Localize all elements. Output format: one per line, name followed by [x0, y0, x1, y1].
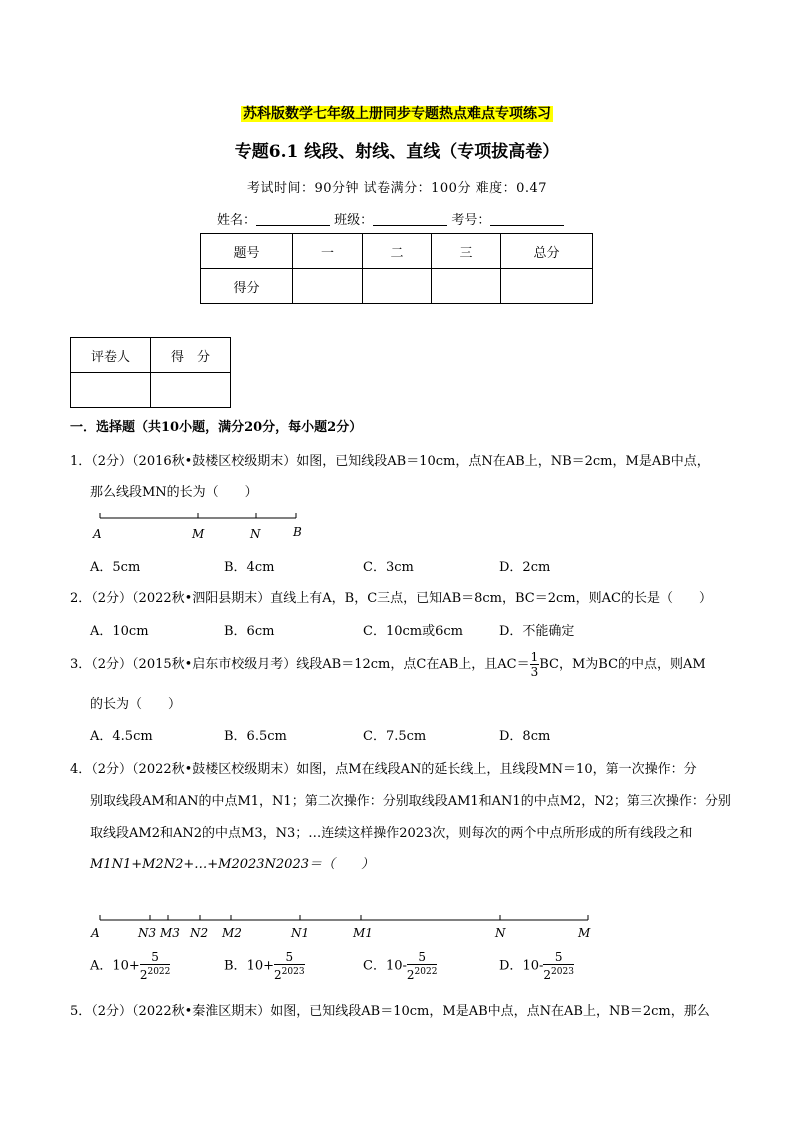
fraction [407, 950, 438, 982]
question-2-options [0, 620, 794, 638]
option-a[interactable] [90, 950, 170, 982]
fraction [530, 650, 540, 679]
question-4-figure [88, 912, 598, 942]
question-4-line1: 4．（2分）（2022秋•鼓楼区校级期末）如图，点M在线段AN的延长线上，且线段MN＝10，第一次操作：分 [70, 762, 697, 777]
power-base: 2 [274, 968, 282, 982]
series-title-text: 苏科版数学七年级上册同步专题热点难点专项练习 [243, 106, 551, 122]
point-label-m3: M3 [160, 926, 180, 940]
option-base: 10+ [246, 958, 274, 974]
point-label-n: N [250, 527, 261, 541]
point-label-a: A [91, 926, 100, 940]
name-label: 姓名： [217, 213, 257, 228]
option-c[interactable]: C．10cm或6cm [363, 624, 463, 639]
point-label-m2: M2 [222, 926, 242, 940]
score-cell: 一 [293, 234, 363, 269]
score-cell: 三 [432, 234, 501, 269]
question-4-line3: 取线段AM2和AN2的中点M3，N3；…连续这样操作2023次，则每次的两个中点所形成的所有线段之和 [90, 826, 693, 841]
score-cell: 题号 [201, 234, 293, 269]
question-1-options [0, 556, 794, 574]
number-field[interactable] [490, 212, 564, 226]
score-cell: 总分 [501, 234, 593, 269]
fraction-denominator [543, 965, 574, 982]
question-4-line2: 别取线段AM和AN的中点M1，N1；第二次操作：分别取线段AM1和AN1的中点M2，N2；第三次操作：分别 [90, 794, 731, 809]
point-label-n: N [495, 926, 506, 940]
score-table-score-row [201, 269, 593, 304]
power-exponent: 2023 [281, 967, 305, 977]
option-a[interactable]: A．5cm [90, 560, 141, 575]
score-table-header-row [201, 234, 593, 269]
score-input-cell[interactable] [501, 269, 593, 304]
option-letter: D． [499, 958, 523, 974]
power-exponent: 2022 [414, 967, 438, 977]
option-letter: C． [363, 958, 386, 974]
point-label-n2: N2 [190, 926, 209, 940]
section-heading: 一．选择题（共10小题，满分20分，每小题2分） [70, 420, 363, 435]
class-label: 班级： [334, 213, 374, 228]
power-base: 2 [139, 968, 148, 982]
question-3-pre: 3．（2分）（2015秋•启东市校级月考）线段AB＝12cm，点C在AB上，且AC＝ [70, 657, 530, 672]
score-table [200, 233, 593, 304]
point-label-m: M [578, 926, 591, 940]
question-3-options [0, 725, 794, 743]
student-info [217, 209, 564, 228]
series-title [0, 103, 794, 123]
question-4-line4: M1N1+M2N2+…+M2023N2023＝（ ） [90, 857, 374, 872]
option-a[interactable]: A．4.5cm [90, 729, 153, 744]
fraction [274, 950, 305, 982]
option-b[interactable]: B．6cm [224, 624, 275, 639]
point-label-m1: M1 [353, 926, 373, 940]
question-3-line1 [70, 650, 706, 679]
fraction [140, 950, 171, 982]
fraction-numerator: 5 [140, 950, 171, 965]
page-title: 专题6.1 线段、射线、直线（专项拔高卷） [234, 142, 560, 162]
fraction-denominator [274, 965, 305, 982]
score-input-cell[interactable] [363, 269, 432, 304]
grader-header: 得 分 [151, 338, 231, 373]
question-2-line1: 2．（2分）（2022秋•泗阳县期末）直线上有A，B，C三点，已知AB＝8cm，BC＝2cm，则AC的长是（ ） [70, 591, 712, 606]
grader-header: 评卷人 [71, 338, 151, 373]
point-label-n3: N3 [138, 926, 157, 940]
fraction-denominator [407, 965, 438, 982]
fraction [543, 950, 574, 982]
number-label: 考号： [451, 213, 491, 228]
power-base: 2 [543, 968, 552, 982]
question-1-line2: 那么线段MN的长为（ ） [90, 485, 258, 500]
fraction-denominator: 3 [530, 665, 539, 679]
fraction-numerator: 1 [530, 650, 539, 664]
question-1-line1: 1．（2分）（2016秋•鼓楼区校级期末）如图，已知线段AB＝10cm，点N在AB上，NB＝2cm，M是AB中点， [70, 454, 710, 469]
point-label-n1: N1 [291, 926, 310, 940]
power-base: 2 [406, 968, 415, 982]
point-label-b: B [293, 525, 302, 539]
fraction-denominator [140, 965, 171, 982]
point-label-m: M [192, 527, 205, 541]
option-d[interactable] [499, 950, 574, 982]
question-3-post: BC，M为BC的中点，则AM [539, 657, 706, 672]
question-4-options [0, 950, 794, 986]
score-cell: 得分 [201, 269, 293, 304]
name-field[interactable] [256, 212, 330, 226]
option-c[interactable]: C．3cm [363, 560, 414, 575]
fraction-numerator: 5 [543, 950, 574, 965]
option-d[interactable]: D．8cm [499, 729, 551, 744]
option-base: 10- [385, 958, 407, 974]
option-c[interactable] [363, 950, 437, 982]
score-input-cell[interactable] [432, 269, 501, 304]
point-label-a: A [93, 527, 102, 541]
grader-input-cell[interactable] [151, 373, 231, 408]
option-d[interactable]: D．不能确定 [499, 624, 575, 639]
option-b[interactable]: B．4cm [224, 560, 275, 575]
score-input-cell[interactable] [293, 269, 363, 304]
option-b[interactable]: B．6.5cm [224, 729, 287, 744]
fraction-numerator: 5 [274, 950, 305, 965]
power-exponent: 2023 [551, 967, 574, 977]
option-base: 10- [522, 958, 544, 974]
score-cell: 二 [363, 234, 432, 269]
power-exponent: 2022 [147, 967, 171, 977]
grader-table [70, 337, 231, 408]
question-1-figure [88, 508, 318, 544]
option-letter: B． [224, 958, 247, 974]
fraction-numerator: 5 [407, 950, 438, 965]
option-base: 10+ [112, 958, 140, 974]
option-c[interactable]: C．7.5cm [363, 729, 427, 744]
class-field[interactable] [373, 212, 447, 226]
option-b[interactable] [224, 950, 305, 982]
option-d[interactable]: D．2cm [499, 560, 551, 575]
question-5-line1: 5．（2分）（2022秋•秦淮区期末）如图，已知线段AB＝10cm，M是AB中点，点N在AB上，NB＝2cm，那么 [70, 1004, 710, 1019]
grader-input-cell[interactable] [71, 373, 151, 408]
option-a[interactable]: A．10cm [90, 624, 149, 639]
question-3-line2: 的长为（ ） [90, 697, 182, 712]
option-letter: A． [90, 958, 113, 974]
exam-info: 考试时间：90分钟 试卷满分：100分 难度：0.47 [246, 181, 548, 196]
